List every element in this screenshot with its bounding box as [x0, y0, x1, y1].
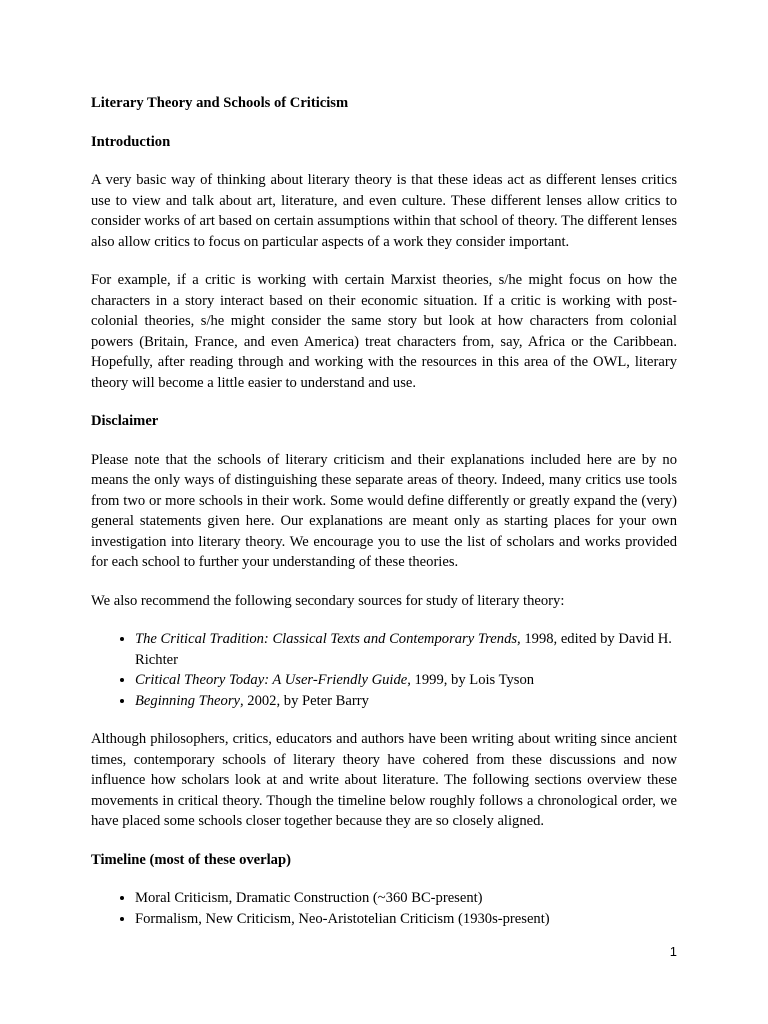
source-title: Beginning Theory	[135, 692, 240, 709]
document-title: Literary Theory and Schools of Criticism	[91, 95, 349, 111]
secondary-sources-list	[91, 629, 677, 711]
list-item: • Moral Criticism, Dramatic Construction (~360 BC-present)	[135, 888, 677, 909]
document-body	[91, 93, 677, 947]
timeline-heading: Timeline (most of these overlap)	[91, 851, 291, 868]
list-item	[135, 629, 677, 670]
page-number: 1	[669, 944, 677, 959]
introduction-paragraph-2: For example, if a critic is working with certain Marxist theories, s/he might focus on how the characters in a story interact based on their economic situation. If a critic is working with post-colonial theories, s/he might consider the same story but look at how characters from colonial powers (Britain, France, and even America) treat characters from, say, Africa or the Caribbean. Hopefully, after reading through and working with the resources in this area of the OWL, literary theory will become a little easier to understand and use.	[91, 272, 677, 391]
timeline-list	[91, 888, 677, 929]
introduction-heading: Introduction	[91, 133, 171, 150]
list-item	[135, 691, 677, 712]
disclaimer-paragraph-3: Although philosophers, critics, educators and authors have been writing about writing since ancient times, contemporary schools of literary theory have cohered from these discussions and now influence how scholars look at and write about literature. The following sections overview these movements in critical theory. Though the timeline below roughly follows a chronological order, we have placed some schools closer together because they are so closely aligned.	[91, 731, 677, 829]
source-details: , 1999, by Lois Tyson	[407, 672, 535, 688]
source-details: , 1998, edited by David H. Richter	[135, 631, 672, 668]
source-title: Critical Theory Today: A User-Friendly Guide	[135, 672, 408, 688]
introduction-paragraph-1: A very basic way of thinking about literary theory is that these ideas act as different lenses critics use to view and talk about art, literature, and even culture. These different lenses allow critics to consider works of art based on certain assumptions within that school of theory. The different lenses also allow critics to focus on particular aspects of a work they consider important.	[91, 172, 677, 250]
list-item: • Formalism, New Criticism, Neo-Aristotelian Criticism (1930s-present)	[135, 909, 677, 930]
disclaimer-paragraph-2: We also recommend the following secondary sources for study of literary theory:	[91, 592, 565, 609]
list-item	[135, 670, 677, 691]
source-details: , 2002, by Peter Barry	[239, 692, 369, 709]
disclaimer-heading: Disclaimer	[91, 413, 159, 429]
disclaimer-paragraph-1: Please note that the schools of literary criticism and their explanations included here are by no means the only ways of distinguishing these separate areas of theory. Indeed, many critics use tools from two or more schools in their work. Some would define differently or greatly expand the (very) general statements given here. Our explanations are meant only as starting places for your own investigation into literary theory. We encourage you to use the list of scholars and works provided for each school to further your understanding of these theories.	[91, 451, 677, 570]
source-title: The Critical Tradition: Classical Texts and Contemporary Trends	[135, 631, 518, 647]
